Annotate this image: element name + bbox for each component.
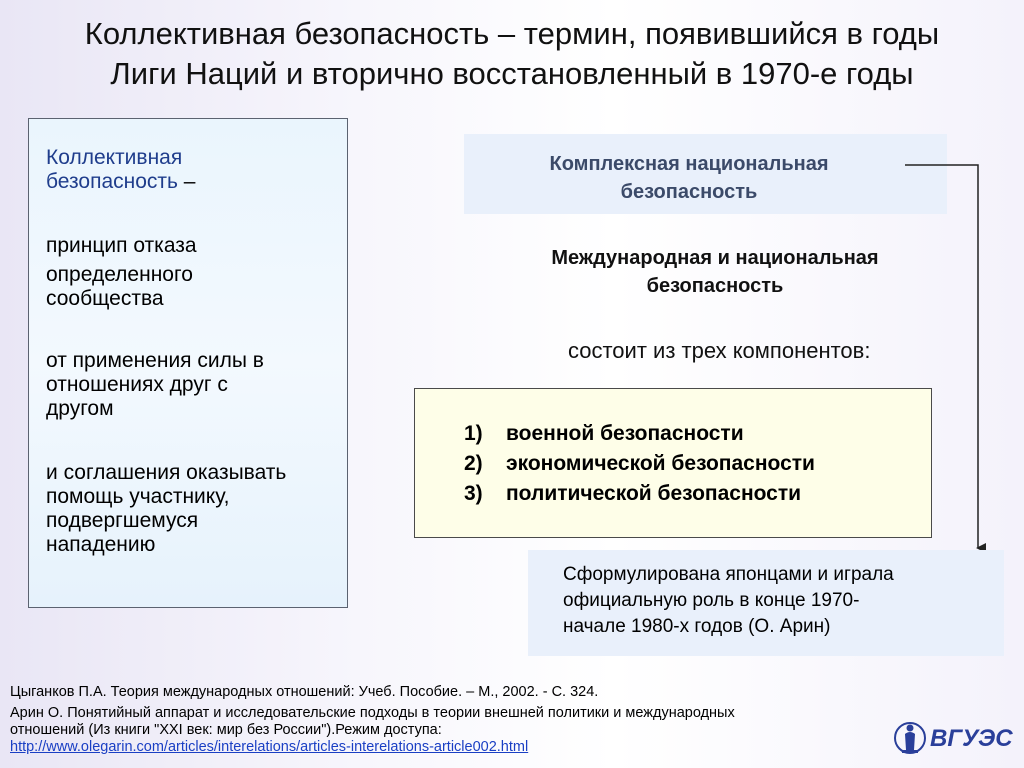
title-line-2: Лиги Наций и вторично восстановленный в 1970-е годы bbox=[110, 56, 914, 91]
para3-line-4: нападению bbox=[46, 533, 156, 556]
title-line-1: Коллективная безопасность – термин, появившийся в годы bbox=[84, 16, 940, 51]
para1-line-1: принцип отказа bbox=[46, 234, 197, 257]
component-label: политической безопасности bbox=[506, 482, 802, 505]
reference-2-line-2: отношений (Из книги "XXI век: мир без России").Режим доступа: bbox=[10, 722, 442, 738]
component-num: 3) bbox=[464, 482, 483, 505]
heading-dash: – bbox=[177, 170, 196, 193]
component-label: экономической безопасности bbox=[506, 452, 815, 475]
complex-line-2: безопасность bbox=[620, 181, 758, 203]
reference-2 bbox=[10, 705, 900, 756]
note-line-1: Сформулирована японцами и играла bbox=[563, 564, 894, 585]
para1-line-2: определенного bbox=[46, 263, 193, 286]
para3-line-1: и соглашения оказывать bbox=[46, 461, 287, 484]
para2-line-2: отношениях друг с bbox=[46, 373, 228, 396]
logo-text: ВГУЭС bbox=[930, 725, 1013, 752]
component-label: военной безопасности bbox=[506, 422, 744, 445]
note-text bbox=[563, 562, 983, 640]
para3-line-2: помощь участнику, bbox=[46, 485, 230, 508]
heading-line-1: Коллективная bbox=[46, 146, 183, 169]
para2-line-1: от применения силы в bbox=[46, 349, 264, 372]
note-line-2: официальную роль в конце 1970- bbox=[563, 590, 860, 611]
para3-line-3: подвергшемуся bbox=[46, 509, 199, 532]
complex-line-1: Комплексная национальная bbox=[549, 153, 829, 175]
heading-line-2: безопасность bbox=[46, 170, 178, 193]
reference-1: Цыганков П.А. Теория международных отношений: Учеб. Пособие. – М., 2002. - С. 324. bbox=[10, 684, 599, 700]
intl-line-1: Международная и национальная bbox=[551, 247, 879, 269]
para2-line-3: другом bbox=[46, 397, 114, 420]
component-item bbox=[464, 481, 801, 507]
component-item bbox=[464, 451, 815, 477]
vguees-logo bbox=[892, 710, 1022, 766]
component-item bbox=[464, 421, 744, 447]
reference-2-line-1: Арин О. Понятийный аппарат и исследовательские подходы в теории внешней политики и международных bbox=[10, 705, 735, 721]
reference-link[interactable]: http://www.olegarin.com/articles/interelations/articles-interelations-article002.html bbox=[10, 739, 529, 755]
consists-text: состоит из трех компонентов: bbox=[568, 338, 871, 363]
references bbox=[10, 684, 900, 756]
note-line-3: начале 1980-х годов (О. Арин) bbox=[563, 616, 831, 637]
statue-icon bbox=[895, 723, 925, 753]
intl-line-2: безопасность bbox=[646, 275, 784, 297]
para1-line-3: сообщества bbox=[46, 287, 164, 310]
component-num: 1) bbox=[464, 422, 483, 445]
component-num: 2) bbox=[464, 452, 483, 475]
intl-national-security-heading bbox=[480, 244, 950, 300]
